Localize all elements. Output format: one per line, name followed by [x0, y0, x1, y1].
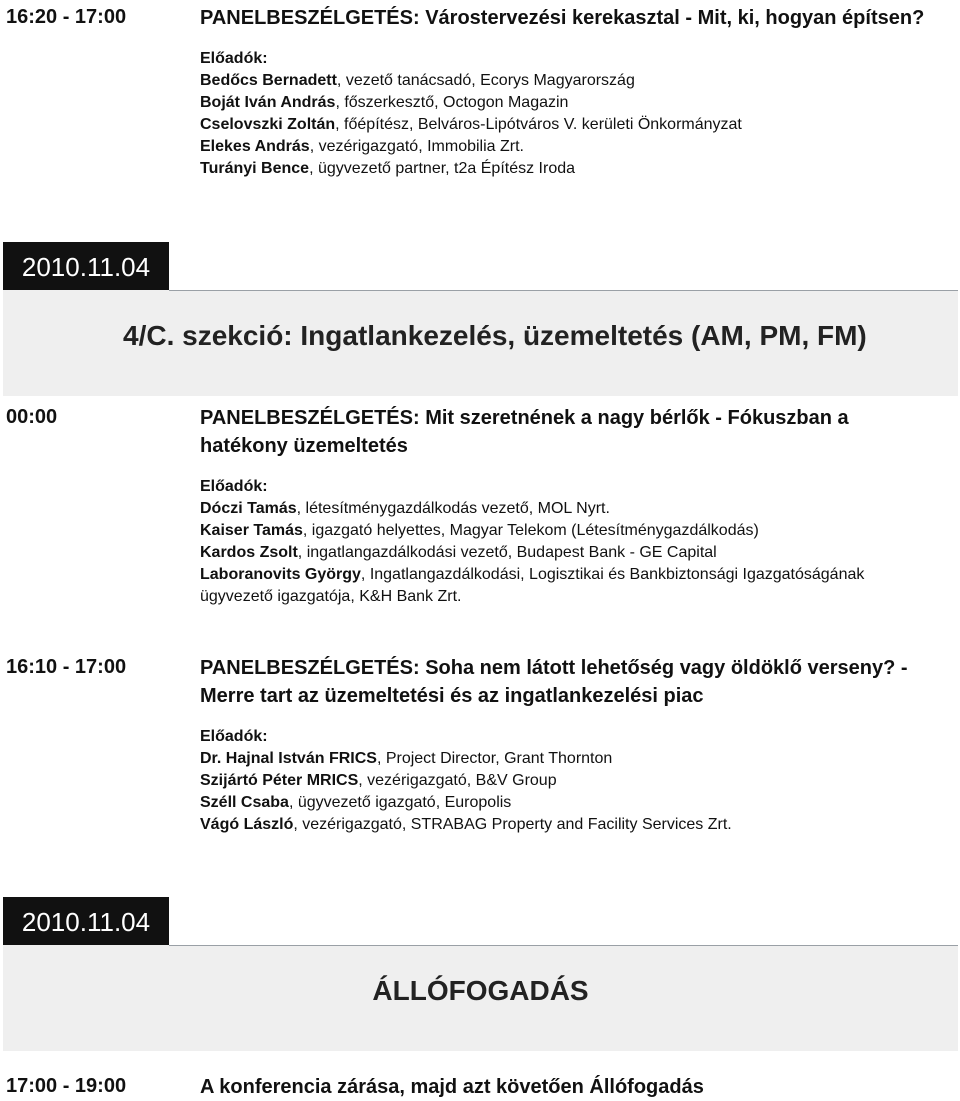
section-title: 4/C. szekció: Ingatlankezelés, üzemeltetés (AM, PM, FM) — [123, 320, 867, 351]
session-content — [200, 1073, 940, 1101]
session-time: 00:00 — [6, 406, 58, 428]
session-title: PANELBESZÉLGETÉS: Várostervezési kerekasztal - Mit, ki, hogyan építsen? — [200, 7, 925, 29]
date-tab: 2010.11.04 — [3, 242, 169, 292]
speaker-line — [200, 770, 940, 792]
speaker-line — [200, 70, 940, 92]
divider — [169, 290, 958, 291]
speaker-line — [200, 92, 940, 114]
speaker-name: Szijártó Péter MRICS — [200, 772, 359, 789]
speaker-name: Kardos Zsolt — [200, 544, 298, 561]
session-time: 16:10 - 17:00 — [6, 656, 127, 678]
speaker-role: , vezérigazgató, STRABAG Property and Facility Services Zrt. — [293, 816, 732, 833]
speaker-line — [200, 520, 940, 542]
session-title: PANELBESZÉLGETÉS: Mit szeretnének a nagy bérlők - Fókuszban a hatékony üzemeltetés — [200, 407, 849, 457]
speaker-name: Elekes András — [200, 138, 310, 155]
speaker-role: , igazgató helyettes, Magyar Telekom (Létesítménygazdálkodás) — [302, 522, 759, 539]
speaker-role: , Project Director, Grant Thornton — [376, 750, 613, 767]
speaker-name: Vágó László — [200, 816, 294, 833]
speaker-role: , vezérigazgató, Immobilia Zrt. — [309, 138, 524, 155]
speaker-name: Turányi Bence — [200, 160, 310, 177]
speaker-role: , ingatlangazdálkodási vezető, Budapest Bank - GE Capital — [297, 544, 717, 561]
divider — [169, 945, 958, 946]
speaker-line — [200, 158, 940, 180]
speaker-role: , főszerkesztő, Octogon Magazin — [335, 94, 569, 111]
session-content — [200, 654, 940, 836]
section-header — [3, 290, 958, 396]
speaker-role: , vezérigazgató, B&V Group — [358, 772, 557, 789]
section-header — [3, 945, 958, 1051]
speaker-line — [200, 564, 940, 608]
session-title: PANELBESZÉLGETÉS: Soha nem látott lehetőség vagy öldöklő verseny? - Merre tart az üzemeltetési és az ingatlankezelési piac — [200, 657, 908, 707]
speakers-label: Előadók: — [200, 478, 268, 495]
speakers-label: Előadók: — [200, 728, 268, 745]
speaker-line — [200, 136, 940, 158]
speaker-name: Széll Csaba — [200, 794, 289, 811]
session-title: A konferencia zárása, majd azt követően Állófogadás — [200, 1076, 704, 1098]
speaker-line — [200, 748, 940, 770]
speaker-name: Kaiser Tamás — [200, 522, 303, 539]
speaker-line — [200, 542, 940, 564]
speaker-line — [200, 498, 940, 520]
date-tab: 2010.11.04 — [3, 897, 169, 947]
speaker-role: , létesítménygazdálkodás vezető, MOL Nyrt. — [296, 500, 610, 517]
speaker-role: , Ingatlangazdálkodási, Logisztikai és Bankbiztonsági Igazgatóságának ügyvezető igazgatója, K&H Bank Zrt. — [200, 566, 865, 605]
speakers-label: Előadók: — [200, 50, 268, 67]
session-content — [200, 404, 940, 608]
speaker-role: , ügyvezető partner, t2a Építész Iroda — [309, 160, 576, 177]
section-title: ÁLLÓFOGADÁS — [372, 975, 589, 1006]
session-time: 16:20 - 17:00 — [6, 6, 127, 28]
speaker-line — [200, 814, 940, 836]
speaker-name: Laboranovits György — [200, 566, 361, 583]
speaker-name: Boját Iván András — [200, 94, 336, 111]
speaker-line — [200, 792, 940, 814]
speaker-line — [200, 114, 940, 136]
speaker-name: Cselovszki Zoltán — [200, 116, 336, 133]
speaker-role: , vezető tanácsadó, Ecorys Magyarország — [336, 72, 635, 89]
session-content — [200, 4, 940, 180]
session-time: 17:00 - 19:00 — [6, 1075, 127, 1097]
speaker-role: , főépítész, Belváros-Lipótváros V. kerületi Önkormányzat — [335, 116, 742, 133]
speaker-role: , ügyvezető igazgató, Europolis — [288, 794, 512, 811]
speaker-name: Dr. Hajnal István FRICS — [200, 750, 377, 767]
speaker-name: Bedőcs Bernadett — [200, 72, 337, 89]
speaker-name: Dóczi Tamás — [200, 500, 297, 517]
